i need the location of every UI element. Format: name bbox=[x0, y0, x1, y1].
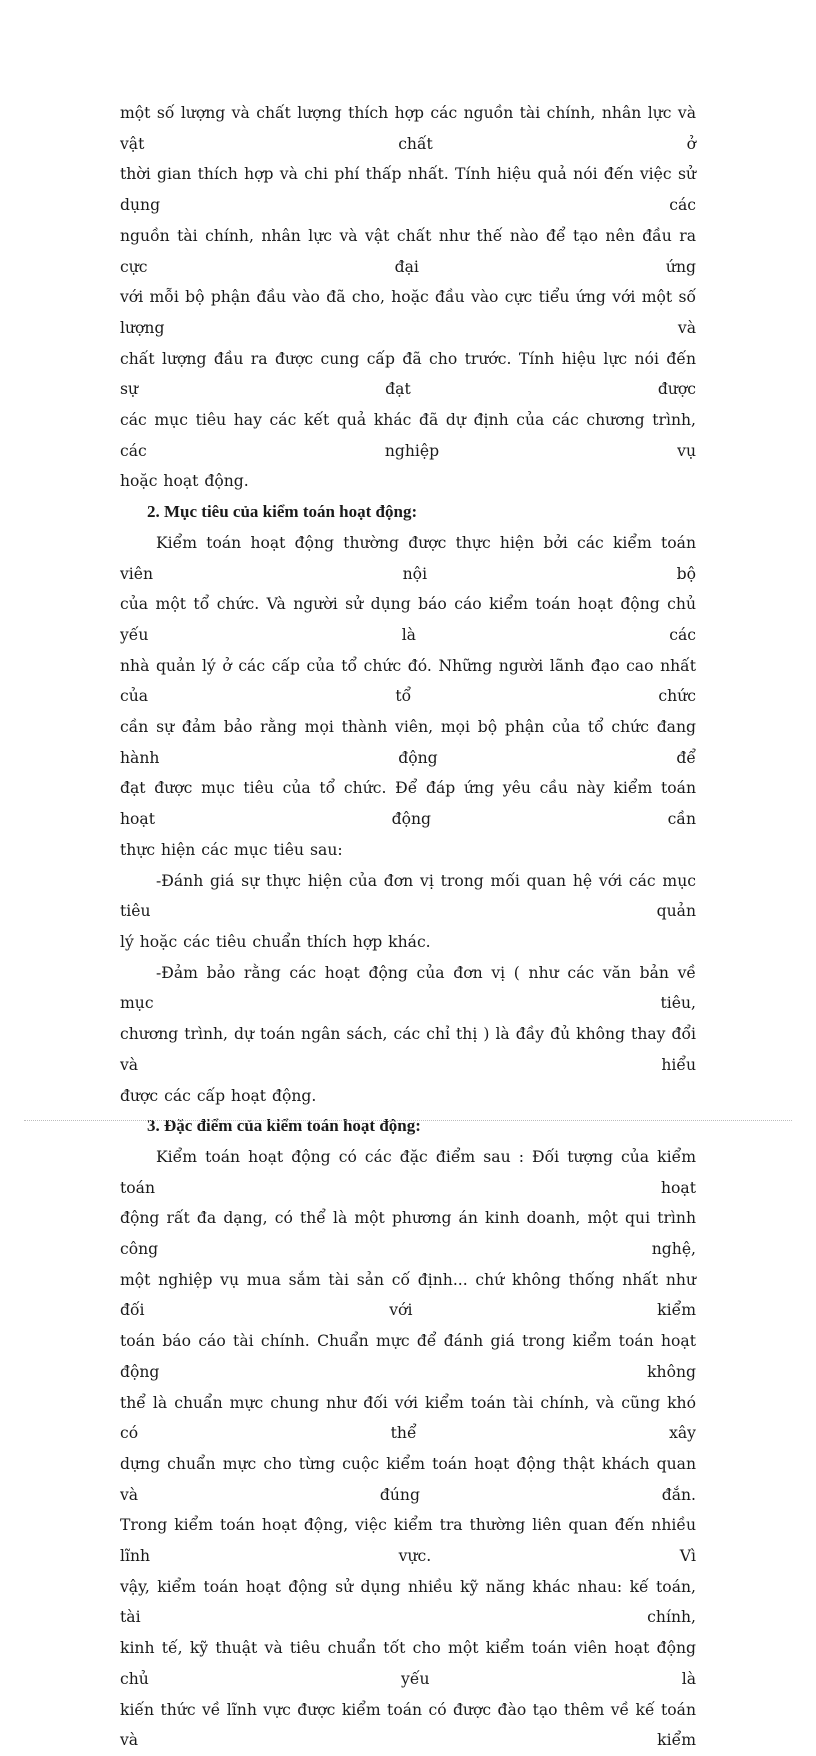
text-line: kiến thức về lĩnh vực được kiểm toán có được đào tạo thêm về kế toán và kiểm bbox=[120, 1700, 696, 1750]
section-heading-characteristics: 3. Đặc điểm của kiểm toán hoạt động: bbox=[147, 1116, 421, 1136]
text-line: Kiểm toán hoạt động thường được thực hiện bởi các kiểm toán viên nội bộ bbox=[120, 533, 696, 583]
text-line: lý hoặc các tiêu chuẩn thích hợp khác. bbox=[120, 932, 431, 951]
document-page bbox=[120, 98, 696, 1756]
paragraph-efficiency bbox=[120, 98, 696, 497]
text-line: -Đánh giá sự thực hiện của đơn vị trong mối quan hệ với các mục tiêu quản bbox=[120, 871, 696, 921]
bullet-item-ensure bbox=[120, 958, 696, 1112]
bullet-item-evaluate bbox=[120, 866, 696, 958]
text-line: thời gian thích hợp và chi phí thấp nhất. Tính hiệu quả nói đến việc sử dụng các bbox=[120, 165, 696, 215]
paragraph-objectives bbox=[120, 528, 696, 866]
text-line: đạt được mục tiêu của tổ chức. Để đáp ứng yêu cầu này kiểm toán hoạt động cần bbox=[120, 779, 696, 829]
text-line: cần sự đảm bảo rằng mọi thành viên, mọi bộ phận của tổ chức đang hành động để bbox=[120, 718, 696, 767]
text-line: Trong kiểm toán hoạt động, việc kiểm tra thường liên quan đến nhiều lĩnh vực. Vì bbox=[120, 1516, 696, 1566]
text-line: nhà quản lý ở các cấp của tổ chức đó. Những người lãnh đạo cao nhất của tổ chức bbox=[120, 656, 696, 706]
paragraph-characteristics bbox=[120, 1142, 696, 1756]
text-line: Kiểm toán hoạt động có các đặc điểm sau : Đối tượng của kiểm toán hoạt bbox=[120, 1147, 696, 1197]
text-line: được các cấp hoạt động. bbox=[120, 1086, 317, 1105]
text-line: thể là chuẩn mực chung như đối với kiểm toán tài chính, và cũng khó có thể xây bbox=[120, 1393, 696, 1443]
text-line: động rất đa dạng, có thể là một phương án kinh doanh, một qui trình công nghệ, bbox=[120, 1209, 696, 1259]
text-line: của một tổ chức. Và người sử dụng báo cáo kiểm toán hoạt động chủ yếu là các bbox=[120, 595, 696, 644]
text-line: -Đảm bảo rằng các hoạt động của đơn vị ( như các văn bản về mục tiêu, bbox=[120, 963, 696, 1013]
text-line: các mục tiêu hay các kết quả khác đã dự định của các chương trình, các nghiệp vụ bbox=[120, 411, 696, 460]
section-heading-objectives: 2. Mục tiêu của kiểm toán hoạt động: bbox=[147, 502, 418, 522]
text-line: dựng chuẩn mực cho từng cuộc kiểm toán hoạt động thật khách quan và đúng đắn. bbox=[120, 1454, 696, 1504]
text-line: một số lượng và chất lượng thích hợp các nguồn tài chính, nhân lực và vật chất ở bbox=[120, 104, 696, 153]
text-line: chất lượng đầu ra được cung cấp đã cho trước. Tính hiệu lực nói đến sự đạt được bbox=[120, 349, 696, 399]
text-line: nguồn tài chính, nhân lực và vật chất như thế nào để tạo nên đầu ra cực đại ứng bbox=[120, 226, 696, 276]
text-line: thực hiện các mục tiêu sau: bbox=[120, 840, 343, 859]
text-line: hoặc hoạt động. bbox=[120, 472, 249, 491]
text-line: kinh tế, kỹ thuật và tiêu chuẩn tốt cho một kiểm toán viên hoạt động chủ yếu là bbox=[120, 1639, 696, 1688]
text-line: vậy, kiểm toán hoạt động sử dụng nhiều kỹ năng khác nhau: kế toán, tài chính, bbox=[120, 1577, 696, 1627]
text-line: với mỗi bộ phận đầu vào đã cho, hoặc đầu vào cực tiểu ứng với một số lượng và bbox=[120, 288, 696, 337]
page-bottom-divider bbox=[24, 1120, 792, 1121]
text-line: một nghiệp vụ mua sắm tài sản cố định... chứ không thống nhất như đối với kiểm bbox=[120, 1270, 696, 1320]
text-line: toán báo cáo tài chính. Chuẩn mực để đánh giá trong kiểm toán hoạt động không bbox=[120, 1332, 696, 1381]
text-line: chương trình, dự toán ngân sách, các chỉ thị ) là đầy đủ không thay đổi và hiểu bbox=[120, 1025, 696, 1074]
